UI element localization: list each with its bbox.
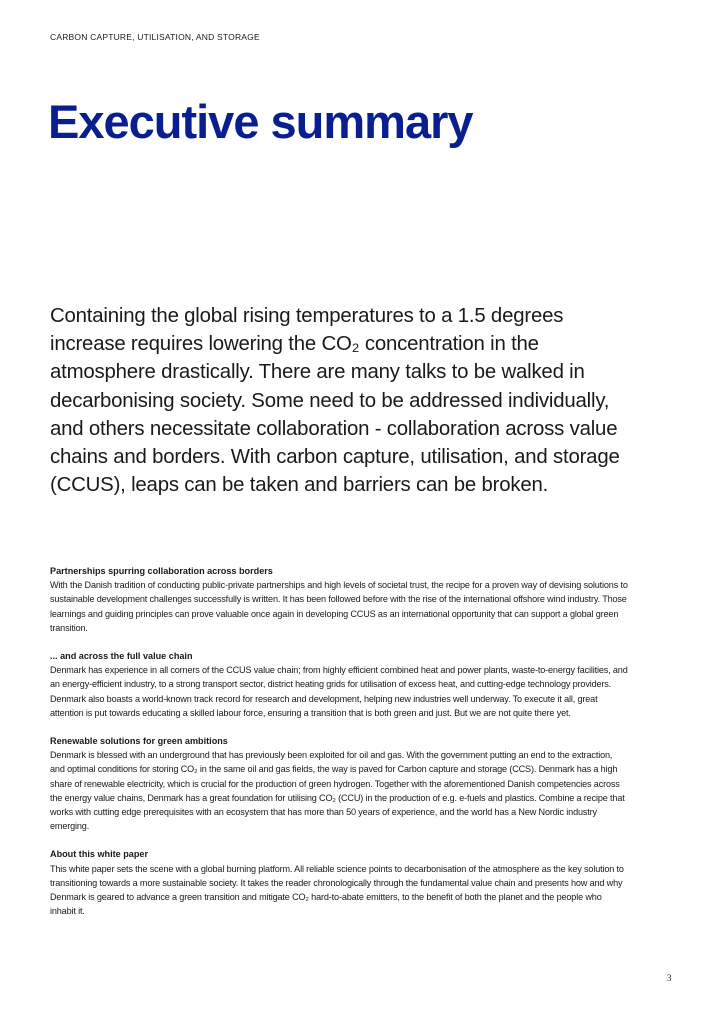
section-heading: About this white paper	[50, 849, 149, 860]
page-title: Executive summary	[48, 95, 473, 148]
section-body: With the Danish tradition of conducting public-private partnerships and high levels of societal trust, the recipe for a proven way of devising solutions to sustainable development challenges successfully is written. It has been followed before with the rise of the international offshore wind industry. Those learnings and guiding principles can prove valuable once again in developing CCUS as an international opportunity that can support a global green transition.	[50, 580, 628, 633]
sections	[50, 564, 628, 932]
running-header: CARBON CAPTURE, UTILISATION, AND STORAGE	[50, 32, 260, 42]
section-heading: ... and across the full value chain	[50, 651, 193, 662]
page-number: 3	[667, 973, 672, 983]
section-partnerships	[50, 564, 628, 635]
section-heading: Partnerships spurring collaboration across borders	[50, 566, 273, 576]
section-body: Denmark is blessed with an underground that has previously been exploited for oil and gas. With the government putting an end to the extraction, and optimal conditions for storing CO₂ in the same oil and gas fields, the way is paved for Carbon capture and storage (CCS). Denmark has a high share of renewable electricity, which is crucial for the production of green hydrogen. Together with the aforementioned Danish competencies across the energy value chains, Denmark has a great foundation for utilising CO₂ (CCU) in the production of e.g. e-fuels and plastics. Combine a recipe that works with cutting edge prerequisites with an ecosystem that has more than 50 years of experience, and the world has a New Nordic industry emerging.	[50, 750, 625, 832]
lead-paragraph: Containing the global rising temperatures to a 1.5 degrees increase requires lowering the CO₂ concentration in the atmosphere drastically. There are many talks to be walked in decarbonising society. Some need to be addressed individually, and others necessitate collaboration - collaboration across value chains and borders. With carbon capture, utilisation, and storage (CCUS), leaps can be taken and barriers can be broken.	[50, 305, 620, 497]
section-heading: Renewable solutions for green ambitions	[50, 736, 228, 747]
section-body: This white paper sets the scene with a global burning platform. All reliable science points to decarbonisation of the atmosphere as the key solution to transitioning towards a more sustainable society. It takes the reader chronologically through the fundamental value chain and presents how and why Denmark is geared to advance a green transition and mitigate CO₂ hard-to-abate emitters, to the benefit of both the planet and the people who inhabit it.	[50, 863, 624, 917]
section-value-chain	[50, 649, 628, 720]
section-renewable-solutions	[50, 734, 628, 833]
section-about-white-paper	[50, 847, 628, 918]
section-body: Denmark has experience in all corners of the CCUS value chain; from highly efficient combined heat and power plants, waste-to-energy facilities, and an energy-efficient industry, to a strong transport sector, district heating grids for utilisation of excess heat, and cutting-edge technology providers. Denmark also boasts a world-known track record for research and development, helping new industries well underway. To execute it all, great attention is put towards educating a skilled labour force, ensuring a transition that is both green and just. But we are not quite there yet.	[50, 665, 628, 718]
